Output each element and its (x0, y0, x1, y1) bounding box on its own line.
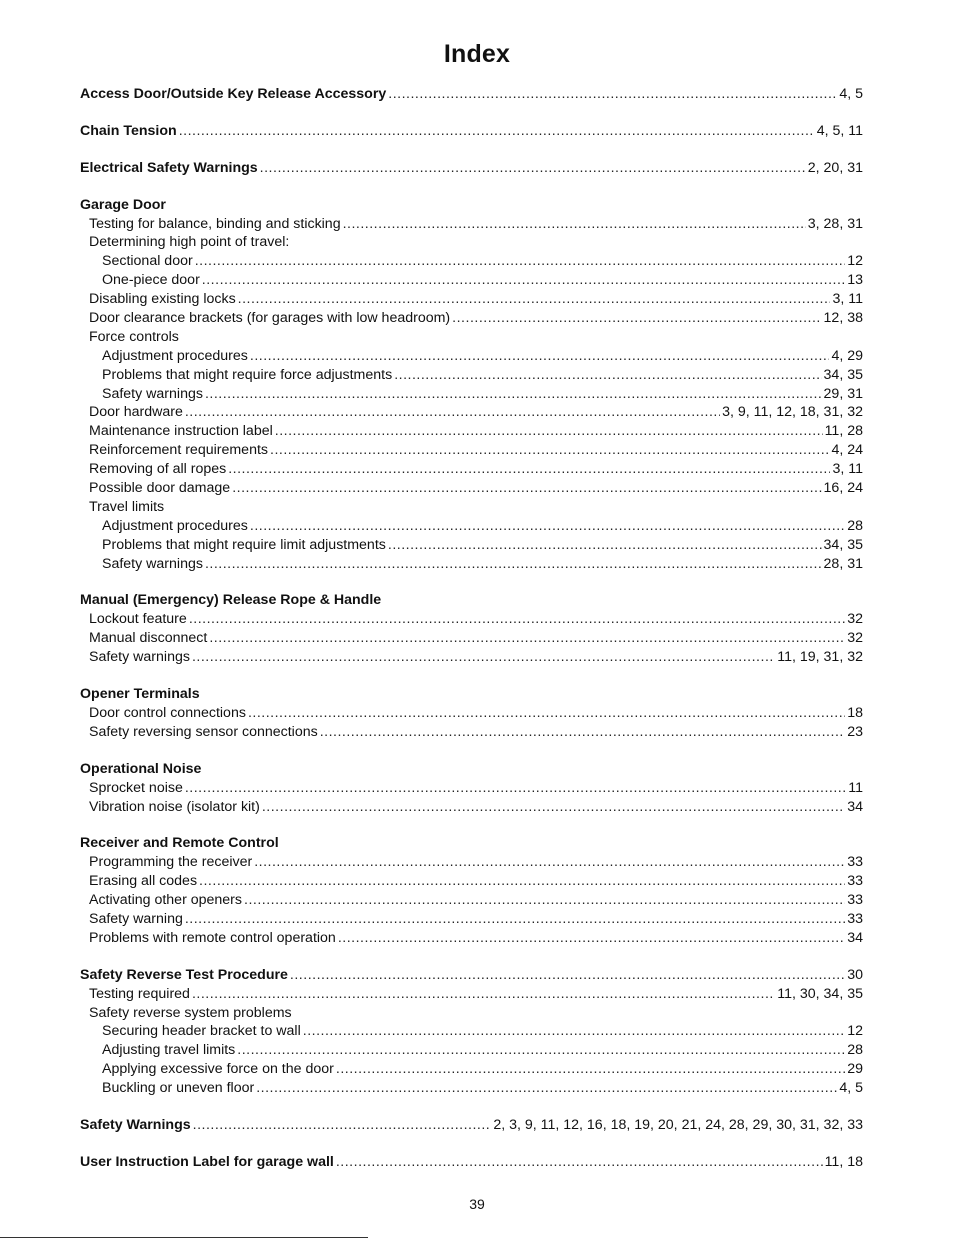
index-heading (80, 591, 863, 610)
index-subentry-label: Safety warnings (102, 385, 203, 402)
dot-leader (244, 891, 845, 910)
index-subentry-label: Problems that might require limit adjustments (102, 536, 386, 553)
index-heading-label: Safety Reverse Test Procedure (80, 966, 288, 983)
page-refs: 4, 29 (831, 347, 863, 364)
index-subentry-label: Reinforcement requirements (89, 442, 268, 459)
page-number: 39 (469, 1196, 485, 1212)
dot-leader (185, 779, 846, 798)
index-subentry-label: Testing required (89, 985, 190, 1002)
index-subentry (80, 441, 863, 460)
index-entry (80, 760, 863, 817)
page-refs: 4, 5 (839, 86, 863, 102)
page-refs: 33 (847, 892, 863, 909)
page-refs: 12 (847, 253, 863, 270)
dot-leader (238, 290, 831, 309)
dot-leader (290, 966, 845, 985)
index-subentry-label: Applying excessive force on the door (102, 1061, 334, 1078)
index-entry (80, 591, 863, 667)
index-subentry (80, 290, 863, 309)
index-subentry-label: Safety warnings (89, 649, 190, 666)
index-subentry (80, 891, 863, 910)
dot-leader (343, 215, 806, 234)
index-subentry (80, 853, 863, 872)
dot-leader (209, 629, 845, 648)
page-refs: 11, 19, 31, 32 (777, 649, 863, 666)
page-refs: 29 (847, 1061, 863, 1078)
index-subentry-label: Door clearance brackets (for garages with low headroom) (89, 310, 451, 327)
dot-leader (179, 122, 815, 141)
index-subentry (80, 271, 863, 290)
index-subentry (80, 460, 863, 479)
page-title: Index (443, 40, 511, 68)
dot-leader (262, 798, 845, 817)
dot-leader (260, 159, 806, 178)
index-subentry (80, 1004, 863, 1023)
dot-leader (193, 1116, 492, 1135)
dot-leader (202, 271, 845, 290)
index-subentry-label: Problems that might require force adjustments (102, 366, 393, 383)
index-subentry (80, 347, 863, 366)
index-subentry (80, 555, 863, 574)
page-refs: 4, 5 (839, 1080, 863, 1097)
index-heading (80, 85, 863, 104)
index-subentry (80, 252, 863, 271)
page-refs: 2, 20, 31 (807, 159, 863, 176)
index-subentry (80, 910, 863, 929)
page-refs: 18 (847, 704, 863, 721)
page-refs: 13 (847, 272, 863, 289)
index-subentry (80, 985, 863, 1004)
page-refs: 33 (847, 873, 863, 890)
index-subentry (80, 779, 863, 798)
dot-leader (394, 366, 821, 385)
page-refs: 30 (847, 966, 863, 983)
dot-leader (388, 85, 837, 104)
index-subentry (80, 536, 863, 555)
index-heading-label: Garage Door (80, 196, 166, 213)
index-subentry (80, 309, 863, 328)
index-entry (80, 122, 863, 141)
index-subentry (80, 648, 863, 667)
index-subentry-label: Disabling existing locks (89, 291, 236, 308)
page-refs: 3, 11 (832, 291, 863, 308)
index-heading (80, 196, 863, 215)
page-refs: 4, 5, 11 (816, 122, 863, 139)
page-refs: 3, 11 (832, 461, 863, 478)
page-refs: 4, 24 (831, 442, 863, 459)
index-entry (80, 1116, 863, 1135)
index-entry (80, 1153, 863, 1172)
index-subentry (80, 233, 863, 252)
page-refs: 34, 35 (823, 366, 863, 383)
index-subentry (80, 385, 863, 404)
page-refs: 28 (847, 517, 863, 534)
index-subentry (80, 610, 863, 629)
page-refs: 33 (847, 854, 863, 871)
page-refs: 34 (847, 798, 863, 815)
index-subentry-label: Erasing all codes (89, 873, 198, 890)
dot-leader (275, 422, 823, 441)
index-subentry-label: Sectional door (102, 253, 193, 270)
page-refs: 11, 18 (824, 1153, 863, 1170)
dot-leader (228, 460, 830, 479)
dot-leader (185, 910, 845, 929)
index-subentry-label: Door hardware (89, 404, 183, 421)
dot-leader (237, 1041, 845, 1060)
index-heading (80, 1153, 863, 1172)
index-subentry-label: Adjustment procedures (102, 517, 248, 534)
index-entry (80, 196, 863, 574)
dot-leader (452, 309, 821, 328)
dot-leader (336, 1153, 823, 1172)
index-heading (80, 966, 863, 985)
page-refs: 3, 28, 31 (807, 215, 863, 232)
dot-leader (248, 704, 845, 723)
dot-leader (250, 347, 830, 366)
index-heading (80, 159, 863, 178)
index-subentry (80, 498, 863, 517)
index-subentry-label: Door control connections (89, 704, 246, 721)
footer-rule (0, 1237, 368, 1238)
page-refs: 2, 3, 9, 11, 12, 16, 18, 19, 20, 21, 24, 28, 29, 30, 31, 32, 33 (493, 1116, 863, 1133)
index-heading (80, 685, 863, 704)
page-refs: 12 (847, 1023, 863, 1040)
index-subentry-label: Manual disconnect (89, 630, 208, 647)
page-refs: 28, 31 (823, 555, 863, 572)
index-subentry (80, 1022, 863, 1041)
dot-leader (336, 1060, 845, 1079)
index-subentry-label: Adjustment procedures (102, 347, 248, 364)
index-heading-label: Access Door/Outside Key Release Accessory (80, 86, 387, 102)
index-heading-label: Operational Noise (80, 760, 202, 777)
dot-leader (254, 853, 845, 872)
page-refs: 34, 35 (823, 536, 863, 553)
dot-leader (256, 1079, 837, 1098)
dot-leader (195, 252, 846, 271)
page-refs: 3, 9, 11, 12, 18, 31, 32 (722, 404, 863, 421)
index-subentry (80, 929, 863, 948)
index-subentry (80, 1041, 863, 1060)
page-refs: 11, 28 (824, 423, 863, 440)
dot-leader (199, 872, 845, 891)
index-subentry-label: Safety reverse system problems (89, 1004, 292, 1021)
dot-leader (192, 648, 775, 667)
index-subentry (80, 517, 863, 536)
index-heading (80, 1116, 863, 1135)
dot-leader (232, 479, 821, 498)
page-refs: 12, 38 (823, 310, 863, 327)
dot-leader (189, 610, 845, 629)
dot-leader (388, 536, 822, 555)
index-subentry-label: Activating other openers (89, 892, 243, 909)
index-heading-label: Receiver and Remote Control (80, 835, 279, 852)
index-subentry-label: Problems with remote control operation (89, 929, 336, 946)
index-list (80, 85, 863, 1172)
page-refs: 32 (847, 611, 863, 628)
dot-leader (270, 441, 829, 460)
index-subentry-label: Adjusting travel limits (102, 1042, 236, 1059)
index-entry (80, 834, 863, 947)
index-subentry-label: Programming the receiver (89, 854, 253, 871)
page-refs: 32 (847, 630, 863, 647)
index-subentry (80, 1060, 863, 1079)
page-refs: 33 (847, 910, 863, 927)
dot-leader (250, 517, 845, 536)
index-subentry (80, 1079, 863, 1098)
index-heading-label: Electrical Safety Warnings (80, 159, 258, 176)
page-refs: 34 (847, 929, 863, 946)
index-subentry-label: Buckling or uneven floor (102, 1080, 255, 1097)
index-subentry-label: Possible door damage (89, 480, 231, 497)
index-entry (80, 85, 863, 104)
index-subentry (80, 479, 863, 498)
dot-leader (185, 403, 720, 422)
page-refs: 23 (847, 723, 863, 740)
dot-leader (303, 1022, 845, 1041)
page-refs: 29, 31 (823, 385, 863, 402)
index-subentry (80, 215, 863, 234)
index-heading-label: Chain Tension (80, 122, 177, 139)
index-subentry (80, 422, 863, 441)
dot-leader (192, 985, 775, 1004)
index-subentry (80, 366, 863, 385)
index-subentry-label: Testing for balance, binding and sticking (89, 215, 341, 232)
index-heading (80, 760, 863, 779)
index-entry (80, 685, 863, 742)
index-entry (80, 966, 863, 1098)
index-entry (80, 159, 863, 178)
index-subentry (80, 704, 863, 723)
dot-leader (205, 555, 822, 574)
index-subentry (80, 723, 863, 742)
page-refs: 28 (847, 1042, 863, 1059)
index-heading-label: Manual (Emergency) Release Rope & Handle (80, 592, 382, 609)
index-subentry-label: Maintenance instruction label (89, 423, 273, 440)
index-subentry-label: Travel limits (89, 498, 165, 515)
index-subentry-label: One-piece door (102, 272, 200, 289)
index-subentry-label: Securing header bracket to wall (102, 1023, 301, 1040)
index-heading-label: Opener Terminals (80, 686, 200, 703)
index-subentry-label: Safety warning (89, 910, 183, 927)
page-refs: 16, 24 (823, 480, 863, 497)
index-subentry (80, 798, 863, 817)
index-subentry-label: Sprocket noise (89, 779, 183, 796)
index-subentry-label: Force controls (89, 328, 179, 345)
index-subentry (80, 872, 863, 891)
index-subentry (80, 328, 863, 347)
index-subentry (80, 403, 863, 422)
index-heading-label: User Instruction Label for garage wall (80, 1153, 334, 1170)
index-heading (80, 122, 863, 141)
dot-leader (338, 929, 845, 948)
index-subentry-label: Safety warnings (102, 555, 203, 572)
index-subentry-label: Safety reversing sensor connections (89, 723, 318, 740)
index-subentry-label: Lockout feature (89, 611, 187, 628)
index-subentry (80, 629, 863, 648)
page-refs: 11 (848, 779, 863, 796)
dot-leader (320, 723, 846, 742)
index-heading (80, 834, 863, 853)
page-refs: 11, 30, 34, 35 (777, 985, 863, 1002)
index-subentry-label: Vibration noise (isolator kit) (89, 798, 260, 815)
index-heading-label: Safety Warnings (80, 1116, 191, 1133)
dot-leader (205, 385, 822, 404)
index-subentry-label: Removing of all ropes (89, 461, 227, 478)
index-subentry-label: Determining high point of travel: (89, 234, 290, 251)
